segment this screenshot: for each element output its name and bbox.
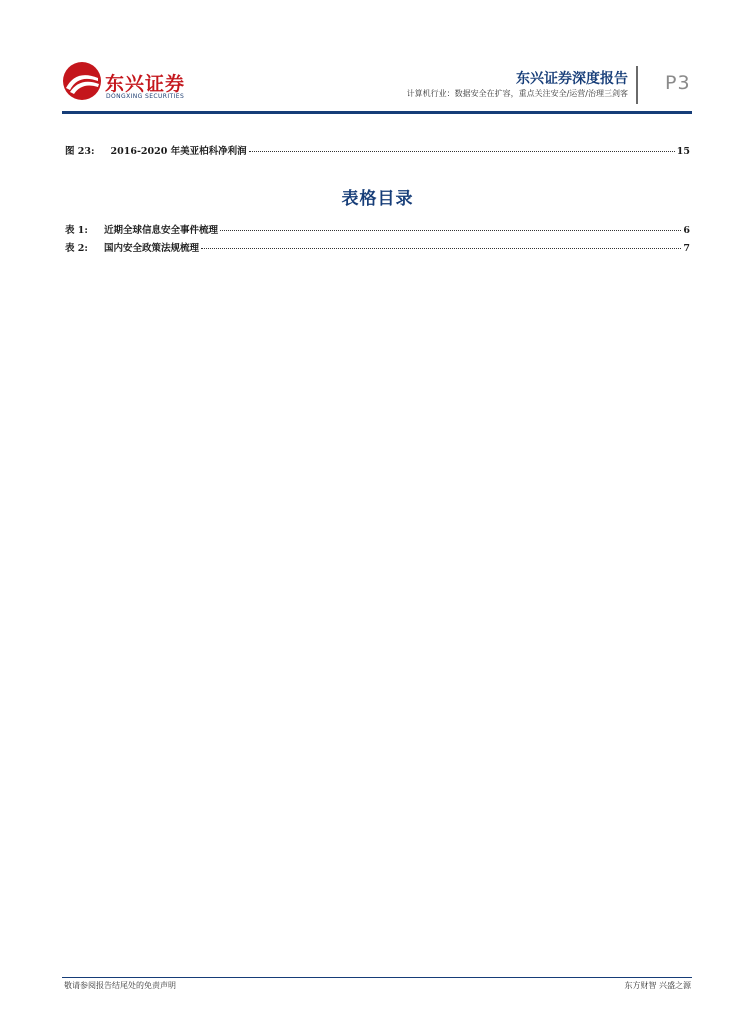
page-number: P3	[665, 72, 691, 94]
toc-entry-page: 6	[683, 225, 690, 236]
footer-slogan: 东方财智 兴盛之源	[624, 981, 691, 990]
table-toc-heading: 表格目录	[341, 189, 414, 209]
toc-entry-page: 15	[676, 146, 690, 157]
footer-rule	[62, 977, 692, 978]
logo-text-cn: 东兴证券	[105, 73, 186, 95]
toc-leader-dots	[220, 229, 681, 231]
table-toc-entry[interactable]	[65, 222, 690, 236]
toc-leader-dots	[249, 150, 675, 152]
logo-emblem-icon	[62, 61, 102, 101]
figure-toc-entry[interactable]	[65, 143, 690, 157]
page-header	[0, 0, 755, 116]
toc-entry-label: 图 23:	[65, 146, 95, 157]
toc-leader-dots	[201, 247, 681, 249]
report-title: 东兴证券深度报告	[516, 71, 628, 87]
toc-entry-title: 国内安全政策法规梳理	[103, 243, 199, 254]
toc-entry-page: 7	[683, 243, 690, 254]
header-rule	[62, 111, 692, 114]
company-logo	[62, 61, 186, 103]
table-toc-entry[interactable]	[65, 240, 690, 254]
logo-text-en: DONGXING SECURITIES	[106, 93, 185, 100]
header-divider	[636, 66, 638, 104]
toc-entry-title: 2016-2020 年美亚柏科净利润	[110, 146, 247, 157]
toc-entry-label: 表 1:	[65, 225, 88, 236]
report-subtitle: 计算机行业：数据安全在扩容，重点关注安全/运营/治理三剑客	[406, 89, 628, 98]
toc-entry-title: 近期全球信息安全事件梳理	[103, 225, 218, 236]
footer-disclaimer: 敬请参阅报告结尾处的免责声明	[64, 981, 176, 990]
toc-entry-label: 表 2:	[65, 243, 88, 254]
